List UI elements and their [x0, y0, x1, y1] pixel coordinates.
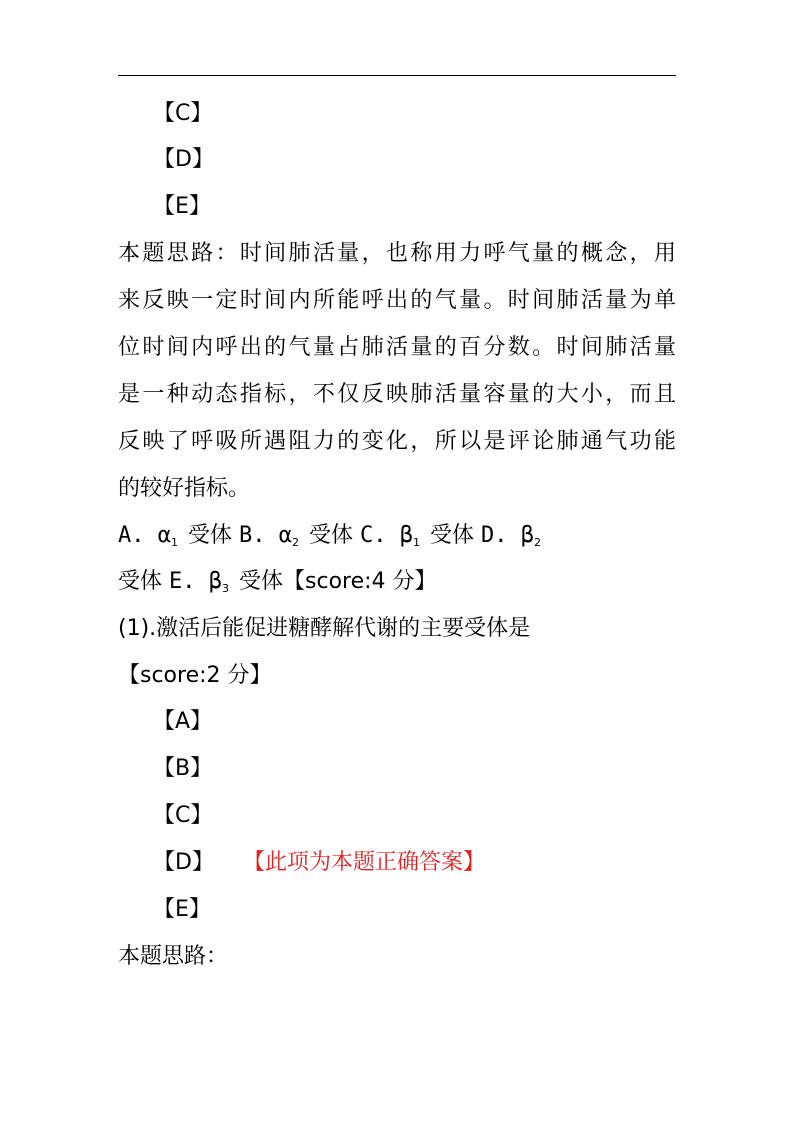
option-e-label: E. β [169, 569, 222, 594]
header-divider [118, 75, 676, 76]
option-a-sub: 1 [170, 536, 178, 549]
option-d-label: D. β [481, 523, 534, 548]
question-option-d-row [153, 849, 485, 877]
explanation-line-1: 本题思路：时间肺活量，也称用力呼气量的概念，用 [118, 241, 676, 266]
explanation-line-6: 的较好指标。 [118, 476, 251, 501]
explanation-line-3: 位时间内呼出的气量占肺活量的百分数。时间肺活量 [118, 335, 676, 360]
option-e-prev: 【E】 [153, 194, 211, 219]
question-text: 激活后能促进糖酵解代谢的主要受体是 [156, 616, 531, 641]
explanation-line-2: 来反映一定时间内所能呼出的气量。时间肺活量为单 [118, 288, 676, 313]
option-b-text: 受体 [308, 523, 353, 548]
option-e-text: 受体 [239, 569, 284, 594]
question-score: 【score:2 分】 [118, 663, 272, 688]
option-a-text: 受体 [187, 523, 232, 548]
shared-options-score: 【score:4 分】 [283, 569, 437, 594]
option-b-label: B. α [239, 523, 292, 548]
option-c-text: 受体 [429, 523, 474, 548]
question-option-d: 【D】 [153, 850, 214, 875]
question-explanation-label: 本题思路： [118, 944, 229, 969]
option-d-text: 受体 [118, 569, 163, 594]
option-a-label: A. α [118, 523, 171, 548]
option-d-prev: 【D】 [153, 147, 214, 172]
option-c-sub: 1 [412, 536, 420, 549]
option-e-sub: 3 [222, 582, 229, 595]
correct-answer-marker: 【此项为本题正确答案】 [253, 850, 485, 875]
shared-options-line-1 [118, 522, 541, 557]
question-stem [118, 615, 530, 643]
option-b-sub: 2 [291, 536, 299, 549]
question-option-b: 【B】 [153, 756, 213, 781]
explanation-line-5: 反映了呼吸所遇阻力的变化，所以是评论肺通气功能 [118, 429, 676, 454]
question-option-c: 【C】 [153, 803, 213, 828]
question-number: (1). [118, 616, 157, 641]
option-c-prev: 【C】 [153, 101, 213, 126]
shared-options-line-2 [118, 568, 437, 603]
explanation-line-4: 是一种动态指标，不仅反映肺活量容量的大小，而且 [118, 382, 676, 407]
question-option-e: 【E】 [153, 897, 211, 922]
option-c-label: C. β [360, 523, 413, 548]
option-d-sub: 2 [533, 536, 541, 549]
question-option-a: 【A】 [153, 709, 213, 734]
